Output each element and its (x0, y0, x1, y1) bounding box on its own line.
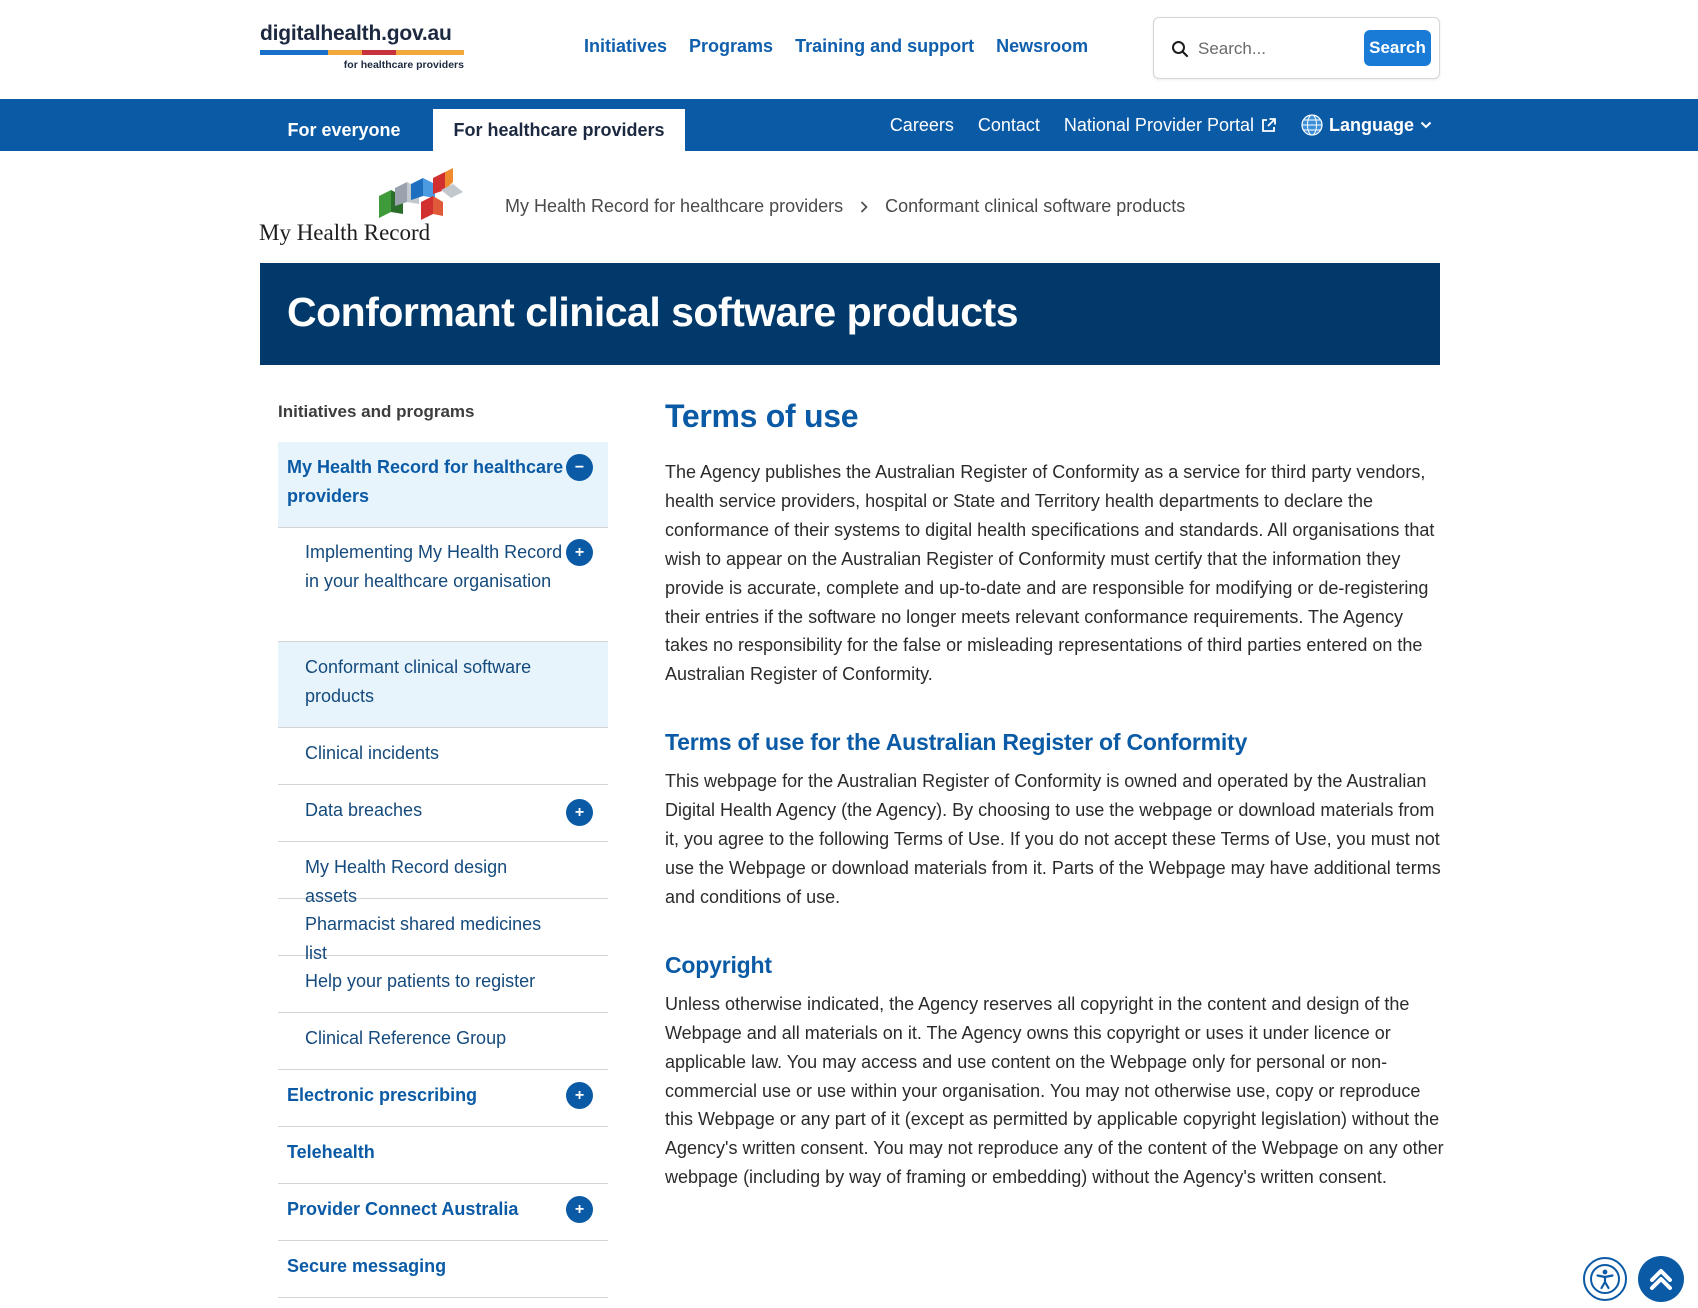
sidebar-item-label: Secure messaging (287, 1256, 447, 1276)
breadcrumb-current: Conformant clinical software products (885, 196, 1186, 216)
collapse-minus-icon[interactable]: − (566, 454, 593, 481)
logo-subtitle: for healthcare providers (343, 59, 464, 71)
nav-initiatives[interactable]: Initiatives (584, 36, 668, 56)
portal-label: National Provider Portal (1063, 114, 1254, 135)
back-to-top-button[interactable] (1638, 1256, 1684, 1302)
logo-wordmark: digitalhealth.gov.au (260, 22, 452, 45)
sidebar-item-label: Conformant clinical software products (305, 657, 532, 706)
site-logo[interactable] (260, 22, 464, 74)
expand-plus-icon[interactable]: + (566, 799, 593, 826)
mhr-tiles-icon (379, 168, 469, 228)
audience-bar (0, 99, 1698, 151)
search-box (1153, 17, 1440, 79)
sidebar-item-pharmacist-shared-medicines[interactable] (278, 899, 608, 963)
nav-newsroom[interactable]: Newsroom (996, 36, 1089, 56)
accessibility-icon (1589, 1263, 1621, 1295)
accessibility-button[interactable] (1583, 1257, 1627, 1301)
sidebar-item-my-health-record[interactable] (278, 442, 608, 528)
sidebar-item-label: Telehealth (287, 1142, 375, 1162)
careers-link[interactable] (890, 115, 954, 136)
sidebar-item-data-breaches[interactable] (278, 785, 608, 842)
language-selector[interactable] (1301, 114, 1432, 136)
sidebar-item-design-assets[interactable] (278, 842, 608, 906)
nav-programs[interactable]: Programs (689, 36, 774, 56)
page-title: Conformant clinical software products (287, 289, 1018, 335)
utility-nav (890, 99, 1432, 151)
language-label: Language (1328, 114, 1414, 135)
sidebar-item-label: Pharmacist shared medicines list (305, 914, 542, 963)
search-button[interactable]: Search (1364, 30, 1431, 66)
tab-for-healthcare-providers[interactable]: For healthcare providers (433, 109, 685, 151)
heading-terms-register: Terms of use for the Australian Register of Conformity (665, 729, 1248, 756)
national-provider-portal-link[interactable] (1064, 115, 1277, 136)
heading-copyright: Copyright (665, 951, 772, 978)
sidebar-heading: Initiatives and programs (278, 402, 475, 421)
sidebar-item-label: My Health Record design assets (305, 857, 508, 906)
sidebar-item-label: Clinical Reference Group (305, 1028, 507, 1048)
main-content (665, 398, 1445, 1192)
breadcrumb (505, 196, 1185, 217)
breadcrumb-parent[interactable]: My Health Record for healthcare providers (505, 196, 844, 216)
sidebar-item-label: Clinical incidents (305, 743, 440, 763)
search-icon (1171, 40, 1189, 58)
sidebar-item-clinical-incidents[interactable] (278, 728, 608, 785)
sidebar-item-help-patients-register[interactable] (278, 956, 608, 1013)
expand-plus-icon[interactable]: + (566, 539, 593, 566)
heading-terms-of-use: Terms of use (665, 398, 859, 434)
sidebar-item-label: Implementing My Health Record in your healthcare organisation (305, 542, 563, 591)
chevron-right-icon (859, 200, 869, 214)
chevron-up-icon (1647, 1265, 1675, 1293)
chevron-down-icon (1420, 121, 1432, 129)
sidebar-item-label: My Health Record for healthcare providers (287, 457, 564, 506)
terms-register-paragraph: This webpage for the Australian Register of Conformity is owned and operated by the Australian Digital Health Agency (the Agency). By choosing to use the webpage or download materials from it, you agree to the following Terms of Use. If you do not accept these Terms of Use, you must not use the Webpage or download materials from it. Parts of the Webpage may have additional terms and conditions of use. (665, 771, 1441, 907)
copyright-paragraph: Unless otherwise indicated, the Agency reserves all copyright in the content and design of the Webpage and all materials on it. The Agency owns this copyright or uses it under licence or applicable law. You may access and use content on the Webpage only for personal or non-commercial use or use within your organisation. You may not otherwise use, copy or reproduce this Webpage or any part of it (except as permitted by applicable copyright legislation) without the Agency's written consent. You may not reproduce any of the content of the Webpage on any other webpage (including by way of framing or embedding) without the Agency's written consent. (665, 993, 1444, 1188)
search-input[interactable] (1198, 34, 1348, 64)
sidebar-item-clinical-reference-group[interactable] (278, 1013, 608, 1070)
sidebar-item-electronic-prescribing[interactable] (278, 1070, 608, 1127)
expand-plus-icon[interactable]: + (566, 1196, 593, 1223)
mhr-wordmark: My Health Record (259, 220, 431, 245)
careers-label: Careers (889, 114, 954, 135)
sidebar-item-implementing[interactable] (278, 528, 608, 642)
sidebar-item-label: Data breaches (305, 800, 423, 820)
main-nav (584, 36, 1088, 57)
logo-colour-bar (260, 50, 464, 55)
sidebar-item-secure-messaging[interactable] (278, 1241, 608, 1298)
nav-training-and-support[interactable]: Training and support (795, 36, 975, 56)
sidebar-item-label: Electronic prescribing (287, 1085, 478, 1105)
site-header (0, 0, 1698, 99)
sidebar-item-provider-connect-australia[interactable] (278, 1184, 608, 1241)
contact-label: Contact (977, 114, 1040, 135)
external-link-icon (1260, 117, 1277, 134)
contact-link[interactable] (978, 115, 1040, 136)
sidebar-item-label: Help your patients to register (305, 971, 536, 991)
sidebar-item-conformant-software[interactable] (278, 642, 608, 728)
sidebar-item-label: Provider Connect Australia (287, 1199, 519, 1219)
tab-for-everyone[interactable]: For everyone (287, 119, 401, 140)
page-title-banner (260, 263, 1440, 365)
sidebar-nav (278, 398, 608, 1298)
globe-icon (1301, 114, 1323, 136)
my-health-record-logo[interactable] (259, 168, 464, 244)
sidebar-item-telehealth[interactable] (278, 1127, 608, 1184)
expand-plus-icon[interactable]: + (566, 1082, 593, 1109)
terms-of-use-paragraph: The Agency publishes the Australian Register of Conformity as a service for third party vendors, health service providers, hospital or State and Territory health departments to declare the conformance of their systems to digital health specifications and standards. All organisations that wish to appear on the Australian Register of Conformity must certify that the information they provide is accurate, complete and up-to-date and are responsible for modifying or de-registering their entries if the software no longer meets relevant conformance requirements. The Agency takes no responsibility for the false or misleading representations of third parties entered on the Australian Register of Conformity. (665, 462, 1435, 685)
